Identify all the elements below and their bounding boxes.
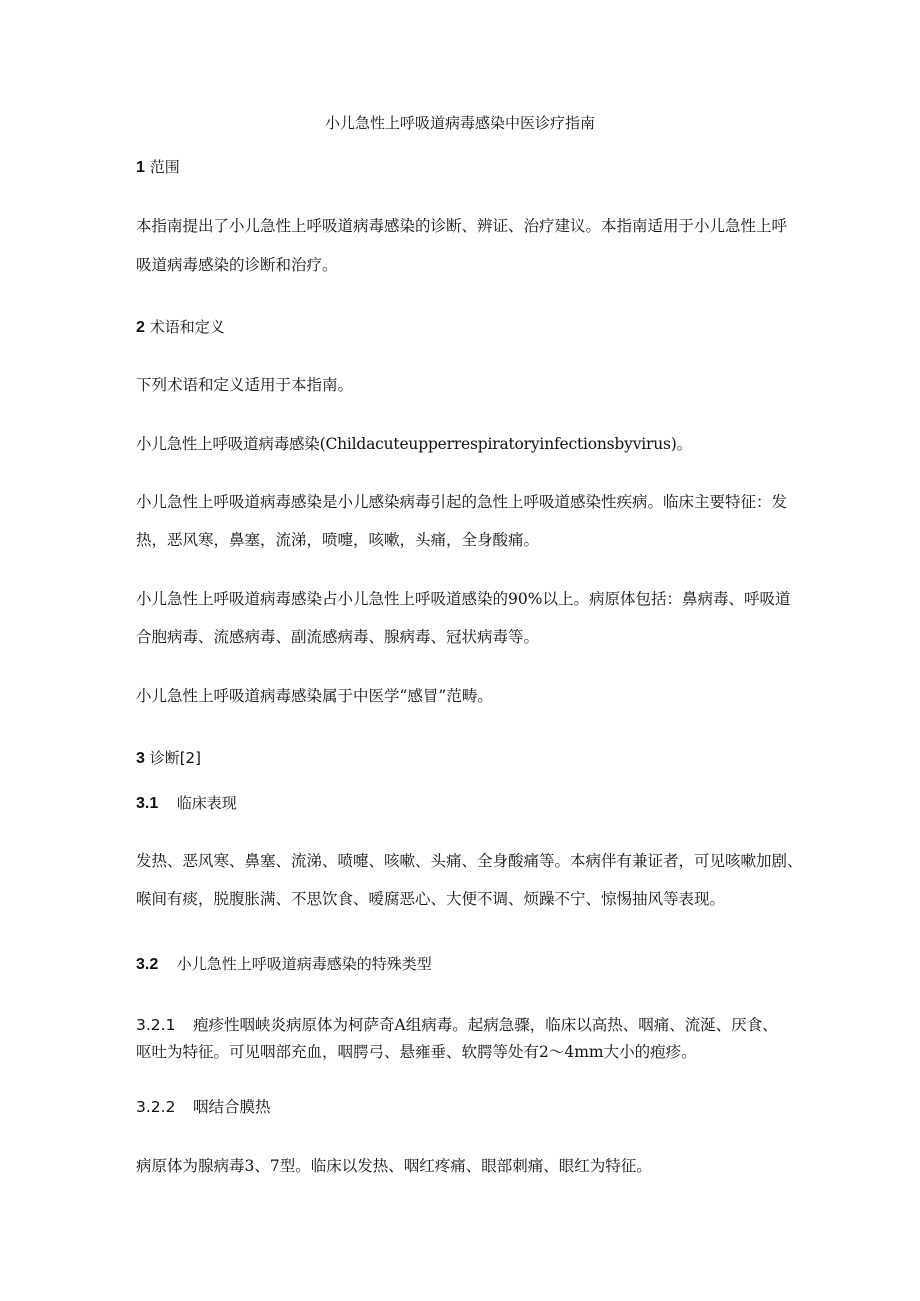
section-3-2-1-number: 3.2.1 bbox=[136, 1016, 176, 1034]
section-3-2-title: 小儿急性上呼吸道病毒感染的特殊类型 bbox=[176, 955, 432, 973]
section-1-title: 范围 bbox=[149, 158, 180, 176]
section-3-title: 诊断[2] bbox=[149, 749, 201, 767]
section-2-paragraph-3-line-1: 小儿急性上呼吸道病毒感染是小儿感染病毒引起的急性上呼吸道感染性疾病。临床主要特征：发 bbox=[136, 493, 788, 511]
section-3-2-2-number: 3.2.2 bbox=[136, 1098, 176, 1116]
document-title: 小儿急性上呼吸道病毒感染中医诊疗指南 bbox=[324, 114, 595, 132]
section-2-paragraph-4-line-2: 合胞病毒、流感病毒、副流感病毒、腺病毒、冠状病毒等。 bbox=[136, 628, 540, 646]
section-3-2-number: 3.2 bbox=[136, 956, 159, 973]
section-2-paragraph-5: 小儿急性上呼吸道病毒感染属于中医学“感冒”范畴。 bbox=[136, 687, 493, 705]
section-3-2-1-line-1 bbox=[136, 1018, 778, 1034]
section-3-2-heading bbox=[136, 957, 432, 973]
section-3-1-number: 3.1 bbox=[136, 795, 159, 812]
section-3-1-heading bbox=[136, 796, 237, 812]
section-1-paragraph-line-1: 本指南提出了小儿急性上呼吸道病毒感染的诊断、辨证、治疗建议。本指南适用于小儿急性上呼 bbox=[136, 217, 788, 235]
section-2-title: 术语和定义 bbox=[149, 318, 225, 336]
section-3-heading bbox=[136, 751, 201, 767]
section-3-1-title: 临床表现 bbox=[176, 794, 237, 812]
section-1-paragraph-line-2: 吸道病毒感染的诊断和治疗。 bbox=[136, 256, 338, 274]
section-1-number: 1 bbox=[136, 159, 145, 176]
section-2-heading bbox=[136, 320, 225, 336]
section-2-paragraph-2: 小儿急性上呼吸道病毒感染(Childacuteupperrespiratoryinfectionsbyvirus)。 bbox=[136, 435, 692, 453]
section-2-number: 2 bbox=[136, 319, 145, 336]
section-1-heading bbox=[136, 160, 180, 176]
section-2-paragraph-1: 下列术语和定义适用于本指南。 bbox=[136, 376, 354, 394]
section-3-1-paragraph-line-1: 发热、恶风寒、鼻塞、流涕、喷嚏、咳嗽、头痛、全身酸痛等。本病伴有兼证者，可见咳嗽加剧、 bbox=[136, 852, 803, 870]
section-3-number: 3 bbox=[136, 750, 145, 767]
section-3-2-2-heading bbox=[136, 1100, 271, 1116]
section-2-paragraph-3-line-2: 热，恶风寒，鼻塞，流涕，喷嚏，咳嗽，头痛，全身酸痛。 bbox=[136, 531, 540, 549]
section-2-paragraph-4-line-1: 小儿急性上呼吸道病毒感染占小儿急性上呼吸道感染的90%以上。病原体包括：鼻病毒、呼吸道 bbox=[136, 590, 791, 608]
section-3-2-1-text: 疱疹性咽峡炎病原体为柯萨奇A组病毒。起病急骤，临床以高热、咽痛、流涎、厌食、 bbox=[193, 1016, 778, 1034]
section-3-2-2-title: 咽结合膜热 bbox=[193, 1098, 271, 1116]
section-3-1-paragraph-line-2: 喉间有痰，脱腹胀满、不思饮食、嗳腐恶心、大便不调、烦躁不宁、惊惕抽风等表现。 bbox=[136, 890, 726, 908]
section-3-2-2-paragraph: 病原体为腺病毒3、7型。临床以发热、咽红疼痛、眼部刺痛、眼红为特征。 bbox=[136, 1157, 652, 1175]
section-3-2-1-line-2: 呕吐为特征。可见咽部充血，咽腭弓、悬雍垂、软腭等处有2～4mm大小的疱疹。 bbox=[136, 1043, 697, 1061]
